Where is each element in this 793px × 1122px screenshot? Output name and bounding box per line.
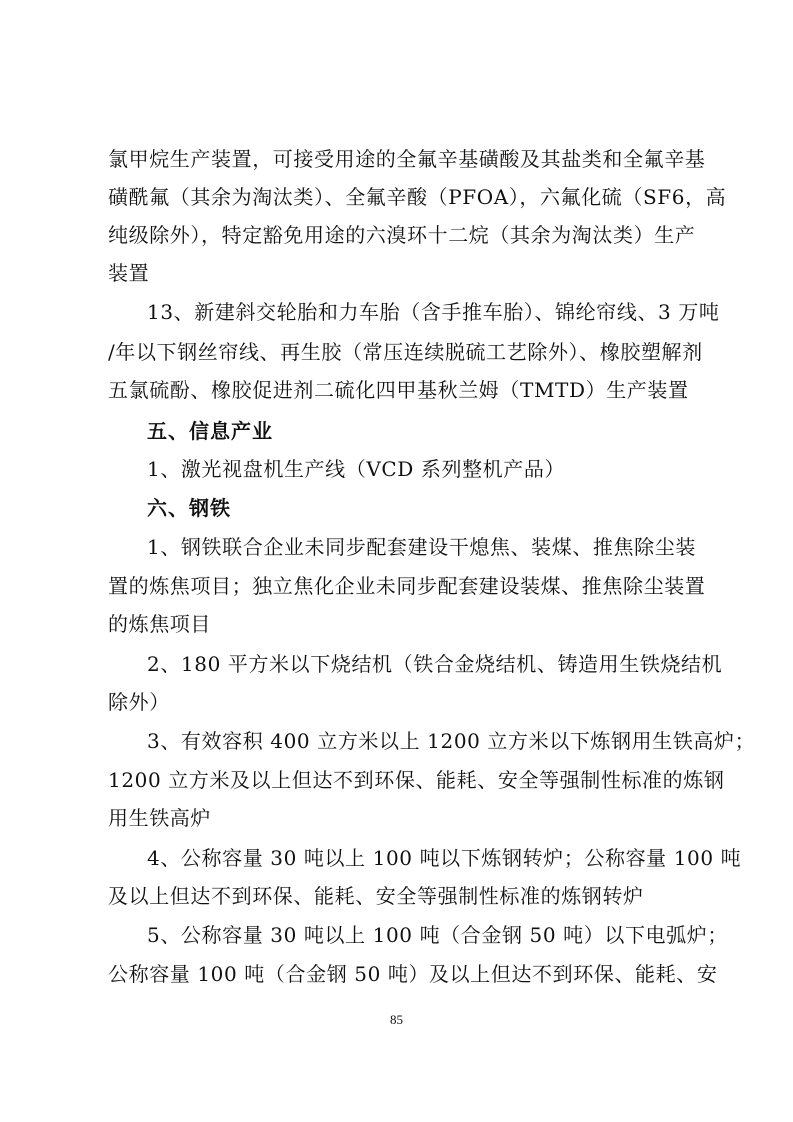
text-line: 2、180 平方米以下烧结机（铁合金烧结机、铸造用生铁烧结机: [147, 652, 723, 676]
text-line: 3、有效容积 400 立方米以上 1200 立方米以下炼钢用生铁高炉；: [147, 729, 756, 753]
text-line: 磺酰氟（其余为淘汰类）、全氟辛酸（PFOA），六氟化硫（SF6，高: [108, 185, 727, 209]
text-line: 五氯硫酚、橡胶促进剂二硫化四甲基秋兰姆（TMTD）生产装置: [108, 378, 689, 402]
text-line: 1、钢铁联合企业未同步配套建设干熄焦、装煤、推焦除尘装: [147, 535, 696, 559]
text-line: 氯甲烷生产装置，可接受用途的全氟辛基磺酸及其盐类和全氟辛基: [108, 147, 706, 171]
text-line: 除外）: [108, 690, 170, 714]
text-line: 5、公称容量 30 吨以上 100 吨（合金钢 50 吨）以下电弧炉；: [147, 923, 728, 947]
text-line: 13、新建斜交轮胎和力车胎（含手推车胎）、锦纶帘线、3 万吨: [147, 300, 720, 324]
text-line: 置的炼焦项目；独立焦化企业未同步配套建设装煤、推焦除尘装置: [108, 574, 706, 598]
page-number: 85: [390, 1012, 403, 1027]
text-line: 纯级除外），特定豁免用途的六溴环十二烷（其余为淘汰类）生产: [108, 223, 696, 247]
text-line: 1200 立方米及以上但达不到环保、能耗、安全等强制性标准的炼钢: [108, 768, 725, 792]
text-line: 及以上但达不到环保、能耗、安全等强制性标准的炼钢转炉: [108, 884, 644, 908]
text-line: 公称容量 100 吨（合金钢 50 吨）及以上但达不到环保、能耗、安: [108, 962, 718, 986]
text-line: 用生铁高炉: [108, 806, 211, 830]
section-heading: 六、钢铁: [147, 496, 231, 520]
text-line: 1、激光视盘机生产线（VCD 系列整机产品）: [147, 457, 566, 481]
text-line: 4、公称容量 30 吨以上 100 吨以下炼钢转炉；公称容量 100 吨: [147, 846, 742, 870]
text-line: /年以下钢丝帘线、再生胶（常压连续脱硫工艺除外）、橡胶塑解剂: [108, 340, 703, 364]
text-line: 的炼焦项目: [108, 612, 211, 636]
text-line: 装置: [108, 261, 150, 285]
section-heading: 五、信息产业: [147, 419, 273, 443]
